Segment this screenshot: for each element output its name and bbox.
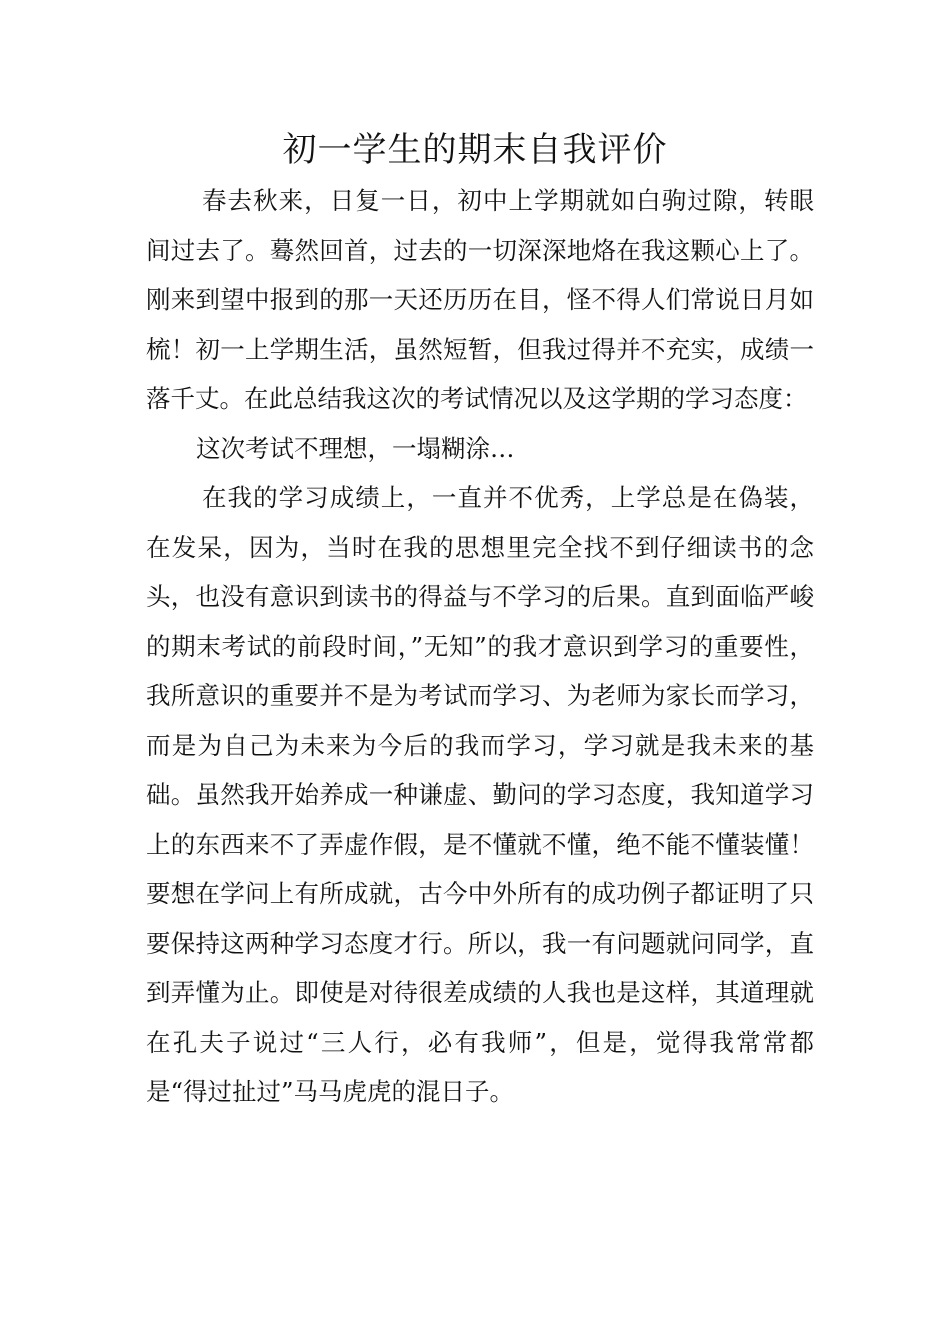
document-title: 初一学生的期末自我评价 xyxy=(282,130,668,170)
paragraph-intro: 春去秋来，日复一日，初中上学期就如白驹过隙，转眼间过去了。蓦然回首，过去的一切深深地烙在我这颗心上了。刚来到望中报到的那一天还历历在目，怪不得人们常说日月如梳！初一上学期生活，虽然短暂，但我过得并不充实，成绩一落千丈。在此总结我这次的考试情况以及这学期的学习态度： xyxy=(146,186,814,413)
paragraph-study-attitude: 在我的学习成绩上，一直并不优秀，上学总是在偽装，在发呆，因为，当时在我的思想里完全找不到仔细读书的念头，也没有意识到读书的得益与不学习的后果。直到面临严峻的期末考试的前段时间，”无知”的我才意识到学习的重要性，我所意识的重要并不是为考试而学习、为老师为家长而学习，而是为自己为未来为今后的我而学习，学习就是我未来的基础。虽然我开始养成一种谦虚、勤问的学习态度，我知道学习上的东西来不了弄虚作假，是不懂就不懂，绝不能不懂装懂！要想在学问上有所成就，古今中外所有的成功例子都证明了只要保持这两种学习态度才行。所以，我一有问题就问同学，直到弄懂为止。即使是对待很差成绩的人我也是这样，其道理就在孔夫子说过“三人行，必有我师”，但是，觉得我常常都是“得过扯过”马马虎虎的混日子。 xyxy=(146,483,814,1106)
document-body xyxy=(146,176,814,1117)
paragraph-exam-result: 这次考试不理想，一塌糊涂… xyxy=(196,433,515,463)
